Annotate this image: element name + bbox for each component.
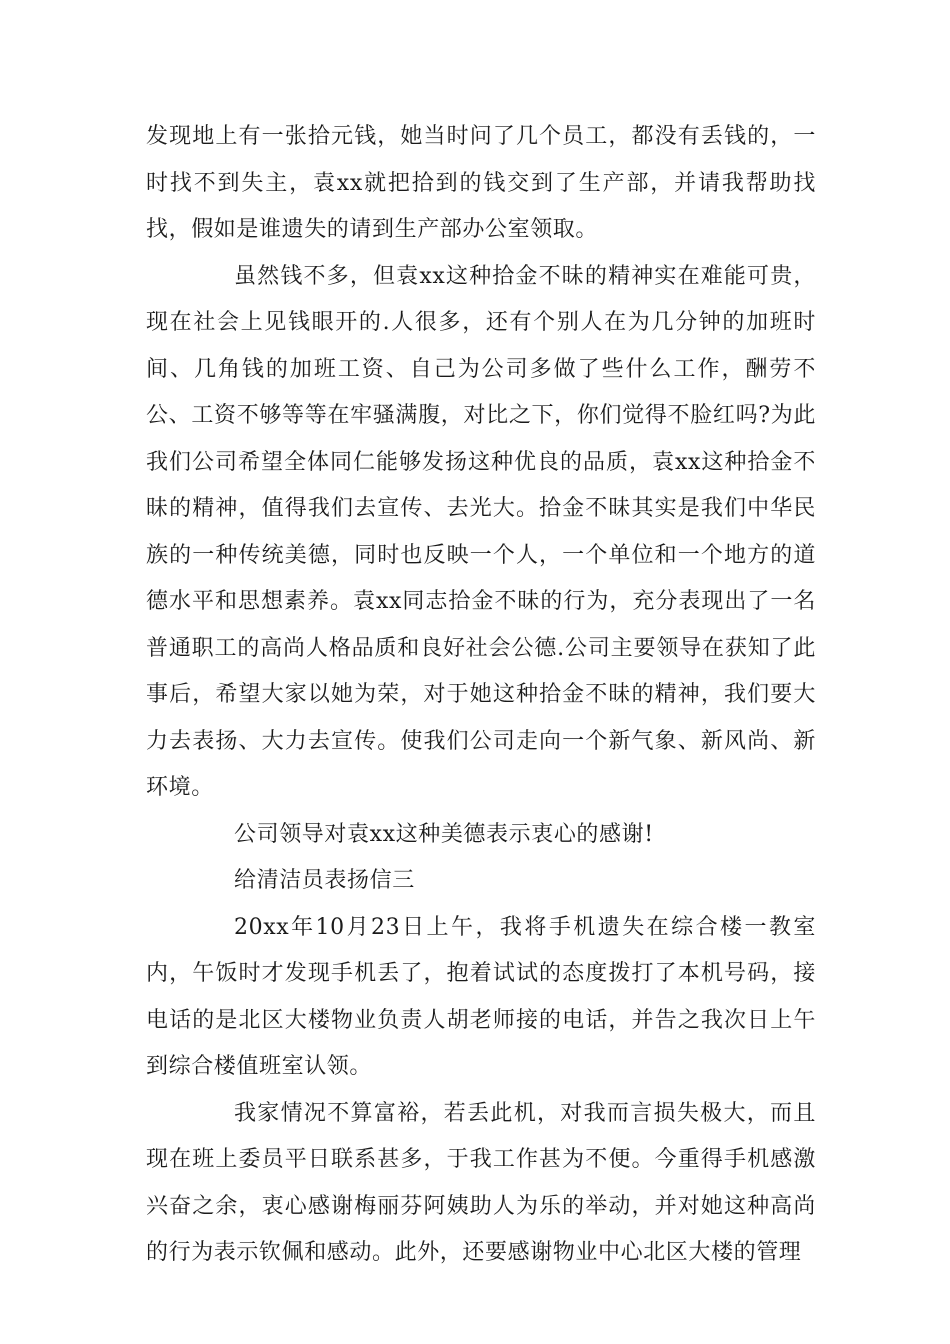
paragraph-4: 20xx年10月23日上午，我将手机遗失在综合楼一教室内，午饭时才发现手机丢了，抱着试试的态度拨打了本机号码，接电话的是北区大楼物业负责人胡老师接的电话，并告之我次日上午到综合楼值班室认领。 [146,914,816,1079]
document-body [146,114,816,1277]
section-heading: 给清洁员表扬信三 [234,868,415,893]
paragraph-3: 公司领导对袁xx这种美德表示衷心的感谢! [234,821,654,847]
paragraph-1: 发现地上有一张拾元钱，她当时问了几个员工，都没有丢钱的，一时找不到失主，袁xx就把拾到的钱交到了生产部，并请我帮助找找，假如是谁遗失的请到生产部办公室领取。 [146,124,816,242]
paragraph-2: 虽然钱不多，但袁xx这种拾金不昧的精神实在难能可贵，现在社会上见钱眼开的.人很多，还有个别人在为几分钟的加班时间、几角钱的加班工资、自己为公司多做了些什么工作，酬劳不公、工资不够等等在牢骚满腹，对比之下，你们觉得不脸红吗?为此我们公司希望全体同仁能够发扬这种优良的品质，袁xx这种拾金不昧的精神，值得我们去宣传、去光大。拾金不昧其实是我们中华民族的一种传统美德，同时也反映一个人，一个单位和一个地方的道德水平和思想素养。袁xx同志拾金不昧的行为，充分表现出了一名普通职工的高尚人格品质和良好社会公德.公司主要领导在获知了此事后，希望大家以她为荣，对于她这种拾金不昧的精神，我们要大力去表扬、大力去宣传。使我们公司走向一个新气象、新风尚、新环境。 [146,263,816,800]
paragraph-5: 我家情况不算富裕，若丢此机，对我而言损失极大，而且现在班上委员平日联系甚多，于我工作甚为不便。今重得手机感激兴奋之余，衷心感谢梅丽芬阿姨助人为乐的举动，并对她这种高尚的行为表示钦佩和感动。此外，还要感谢物业中心北区大楼的管理 [146,1100,816,1265]
